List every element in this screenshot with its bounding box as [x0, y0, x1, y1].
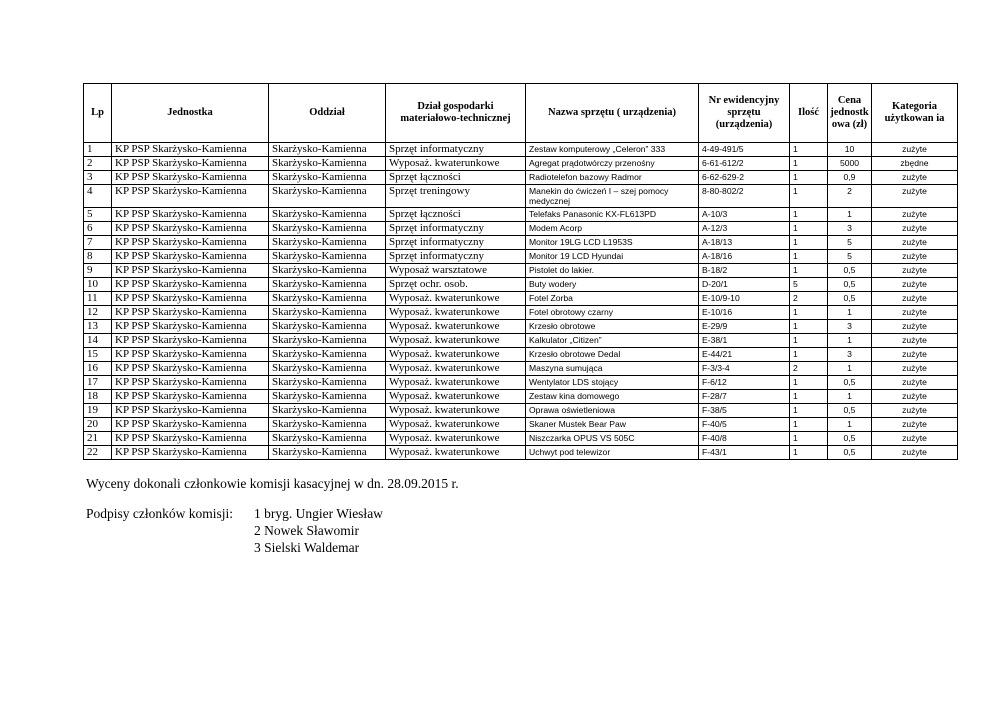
cell-ilosc: 1	[790, 348, 828, 362]
cell-oddzial: Skarżysko-Kamienna	[269, 334, 386, 348]
cell-kategoria: zużyte	[872, 264, 958, 278]
cell-lp: 3	[84, 171, 112, 185]
cell-ilosc: 1	[790, 446, 828, 460]
cell-lp: 9	[84, 264, 112, 278]
cell-nazwa-sprzetu: Krzesło obrotowe	[526, 320, 699, 334]
cell-dzial: Wyposaż warsztatowe	[386, 264, 526, 278]
cell-nr-ewidencyjny: A-18/13	[699, 236, 790, 250]
cell-nazwa-sprzetu: Zestaw komputerowy „Celeron” 333	[526, 143, 699, 157]
cell-oddzial: Skarżysko-Kamienna	[269, 432, 386, 446]
cell-lp: 8	[84, 250, 112, 264]
cell-lp: 18	[84, 390, 112, 404]
cell-jednostka: KP PSP Skarżysko-Kamienna	[112, 446, 269, 460]
cell-jednostka: KP PSP Skarżysko-Kamienna	[112, 222, 269, 236]
cell-nazwa-sprzetu: Radiotelefon bazowy Radmor	[526, 171, 699, 185]
equipment-table	[83, 83, 958, 460]
table-row	[84, 348, 958, 362]
cell-jednostka: KP PSP Skarżysko-Kamienna	[112, 432, 269, 446]
cell-oddzial: Skarżysko-Kamienna	[269, 171, 386, 185]
cell-nazwa-sprzetu: Buty wodery	[526, 278, 699, 292]
cell-nazwa-sprzetu: Niszczarka OPUS VS 505C	[526, 432, 699, 446]
valuation-note: Wyceny dokonali członkowie komisji kasacyjnej w dn. 28.09.2015 r.	[86, 476, 459, 491]
cell-lp: 14	[84, 334, 112, 348]
table-row	[84, 292, 958, 306]
cell-jednostka: KP PSP Skarżysko-Kamienna	[112, 143, 269, 157]
cell-ilosc: 1	[790, 208, 828, 222]
table-row	[84, 143, 958, 157]
cell-cena: 0,5	[828, 292, 872, 306]
cell-ilosc: 1	[790, 334, 828, 348]
cell-nr-ewidencyjny: 6-62-629-2	[699, 171, 790, 185]
signature-3: 3 Sielski Waldemar	[254, 540, 360, 555]
cell-lp: 21	[84, 432, 112, 446]
cell-nr-ewidencyjny: F-43/1	[699, 446, 790, 460]
cell-jednostka: KP PSP Skarżysko-Kamienna	[112, 348, 269, 362]
cell-nazwa-sprzetu: Maszyna sumująca	[526, 362, 699, 376]
cell-ilosc: 1	[790, 171, 828, 185]
cell-kategoria: zużyte	[872, 320, 958, 334]
cell-nr-ewidencyjny: F-28/7	[699, 390, 790, 404]
cell-oddzial: Skarżysko-Kamienna	[269, 348, 386, 362]
cell-cena: 1	[828, 362, 872, 376]
cell-nazwa-sprzetu: Wentylator LDS stojący	[526, 376, 699, 390]
table-row	[84, 446, 958, 460]
table-row	[84, 362, 958, 376]
cell-jednostka: KP PSP Skarżysko-Kamienna	[112, 208, 269, 222]
signatures-block	[86, 505, 383, 556]
cell-lp: 2	[84, 157, 112, 171]
cell-ilosc: 1	[790, 250, 828, 264]
cell-nr-ewidencyjny: 8-80-802/2	[699, 185, 790, 208]
cell-nazwa-sprzetu: Skaner Mustek Bear Paw	[526, 418, 699, 432]
cell-jednostka: KP PSP Skarżysko-Kamienna	[112, 264, 269, 278]
cell-nr-ewidencyjny: F-40/8	[699, 432, 790, 446]
cell-lp: 5	[84, 208, 112, 222]
cell-dzial: Sprzęt łączności	[386, 208, 526, 222]
table-row	[84, 236, 958, 250]
cell-nr-ewidencyjny: D-20/1	[699, 278, 790, 292]
cell-kategoria: zużyte	[872, 404, 958, 418]
cell-lp: 11	[84, 292, 112, 306]
cell-dzial: Wyposaż. kwaterunkowe	[386, 446, 526, 460]
cell-jednostka: KP PSP Skarżysko-Kamienna	[112, 376, 269, 390]
cell-ilosc: 1	[790, 264, 828, 278]
cell-ilosc: 2	[790, 292, 828, 306]
cell-nr-ewidencyjny: E-38/1	[699, 334, 790, 348]
cell-jednostka: KP PSP Skarżysko-Kamienna	[112, 334, 269, 348]
cell-oddzial: Skarżysko-Kamienna	[269, 320, 386, 334]
cell-cena: 10	[828, 143, 872, 157]
cell-nazwa-sprzetu: Pistolet do lakier.	[526, 264, 699, 278]
cell-ilosc: 1	[790, 432, 828, 446]
cell-cena: 1	[828, 306, 872, 320]
cell-oddzial: Skarżysko-Kamienna	[269, 292, 386, 306]
cell-dzial: Wyposaż. kwaterunkowe	[386, 348, 526, 362]
table-row	[84, 171, 958, 185]
cell-nr-ewidencyjny: A-18/16	[699, 250, 790, 264]
cell-ilosc: 1	[790, 157, 828, 171]
cell-cena: 1	[828, 208, 872, 222]
cell-oddzial: Skarżysko-Kamienna	[269, 157, 386, 171]
cell-cena: 0,5	[828, 432, 872, 446]
cell-dzial: Wyposaż. kwaterunkowe	[386, 376, 526, 390]
cell-jednostka: KP PSP Skarżysko-Kamienna	[112, 390, 269, 404]
cell-dzial: Wyposaż. kwaterunkowe	[386, 157, 526, 171]
cell-cena: 5	[828, 250, 872, 264]
cell-nazwa-sprzetu: Telefaks Panasonic KX-FL613PD	[526, 208, 699, 222]
table-row	[84, 306, 958, 320]
cell-jednostka: KP PSP Skarżysko-Kamienna	[112, 292, 269, 306]
cell-nr-ewidencyjny: F-40/5	[699, 418, 790, 432]
cell-kategoria: zużyte	[872, 236, 958, 250]
cell-lp: 17	[84, 376, 112, 390]
cell-kategoria: zużyte	[872, 171, 958, 185]
cell-oddzial: Skarżysko-Kamienna	[269, 306, 386, 320]
table-row	[84, 222, 958, 236]
cell-nazwa-sprzetu: Uchwyt pod telewizor	[526, 446, 699, 460]
table-row	[84, 185, 958, 208]
cell-ilosc: 1	[790, 236, 828, 250]
cell-dzial: Wyposaż. kwaterunkowe	[386, 404, 526, 418]
cell-jednostka: KP PSP Skarżysko-Kamienna	[112, 250, 269, 264]
cell-nr-ewidencyjny: E-10/16	[699, 306, 790, 320]
cell-jednostka: KP PSP Skarżysko-Kamienna	[112, 278, 269, 292]
cell-nr-ewidencyjny: 6-61-612/2	[699, 157, 790, 171]
cell-nazwa-sprzetu: Manekin do ćwiczeń I – szej pomocy medycznej	[526, 185, 699, 208]
table-row	[84, 334, 958, 348]
cell-cena: 5	[828, 236, 872, 250]
cell-nr-ewidencyjny: 4-49-491/5	[699, 143, 790, 157]
cell-ilosc: 1	[790, 404, 828, 418]
cell-cena: 3	[828, 320, 872, 334]
header-cena: Cena jednostk owa (zł)	[828, 84, 872, 143]
cell-dzial: Wyposaż. kwaterunkowe	[386, 306, 526, 320]
cell-oddzial: Skarżysko-Kamienna	[269, 208, 386, 222]
cell-nazwa-sprzetu: Krzesło obrotowe Dedal	[526, 348, 699, 362]
table-row	[84, 208, 958, 222]
cell-lp: 13	[84, 320, 112, 334]
cell-lp: 22	[84, 446, 112, 460]
cell-nazwa-sprzetu: Kalkulator „Citizen”	[526, 334, 699, 348]
cell-cena: 0,5	[828, 446, 872, 460]
cell-ilosc: 1	[790, 222, 828, 236]
header-oddzial: Oddział	[269, 84, 386, 143]
cell-oddzial: Skarżysko-Kamienna	[269, 222, 386, 236]
cell-nr-ewidencyjny: E-44/21	[699, 348, 790, 362]
table-row	[84, 250, 958, 264]
cell-ilosc: 1	[790, 376, 828, 390]
cell-cena: 1	[828, 418, 872, 432]
table-row	[84, 432, 958, 446]
cell-nazwa-sprzetu: Modem Acorp	[526, 222, 699, 236]
cell-dzial: Wyposaż. kwaterunkowe	[386, 390, 526, 404]
cell-kategoria: zużyte	[872, 348, 958, 362]
cell-kategoria: zużyte	[872, 334, 958, 348]
cell-nr-ewidencyjny: F-38/5	[699, 404, 790, 418]
cell-jednostka: KP PSP Skarżysko-Kamienna	[112, 320, 269, 334]
cell-lp: 7	[84, 236, 112, 250]
cell-dzial: Sprzęt informatyczny	[386, 236, 526, 250]
cell-cena: 5000	[828, 157, 872, 171]
cell-ilosc: 1	[790, 143, 828, 157]
cell-oddzial: Skarżysko-Kamienna	[269, 362, 386, 376]
cell-lp: 1	[84, 143, 112, 157]
cell-kategoria: zużyte	[872, 185, 958, 208]
cell-cena: 0,5	[828, 376, 872, 390]
cell-nazwa-sprzetu: Fotel Zorba	[526, 292, 699, 306]
cell-nr-ewidencyjny: E-10/9-10	[699, 292, 790, 306]
signatures-label: Podpisy członków komisji:	[86, 506, 234, 521]
cell-dzial: Wyposaż. kwaterunkowe	[386, 362, 526, 376]
cell-kategoria: zużyte	[872, 432, 958, 446]
cell-lp: 20	[84, 418, 112, 432]
header-nazwa-sprzetu: Nazwa sprzętu ( urządzenia)	[526, 84, 699, 143]
table-body	[84, 143, 958, 460]
cell-kategoria: zużyte	[872, 292, 958, 306]
cell-kategoria: zużyte	[872, 250, 958, 264]
signature-2: 2 Nowek Sławomir	[254, 523, 359, 538]
cell-ilosc: 1	[790, 320, 828, 334]
cell-lp: 4	[84, 185, 112, 208]
header-kategoria: Kategoria użytkowan ia	[872, 84, 958, 143]
cell-dzial: Wyposaż. kwaterunkowe	[386, 334, 526, 348]
cell-dzial: Sprzęt ochr. osob.	[386, 278, 526, 292]
cell-ilosc: 1	[790, 390, 828, 404]
cell-nazwa-sprzetu: Agregat prądotwórczy przenośny	[526, 157, 699, 171]
header-dzial: Dział gospodarki materiałowo-technicznej	[386, 84, 526, 143]
cell-kategoria: zużyte	[872, 362, 958, 376]
cell-cena: 3	[828, 222, 872, 236]
signature-1: 1 bryg. Ungier Wiesław	[254, 506, 383, 521]
cell-cena: 0,5	[828, 404, 872, 418]
cell-jednostka: KP PSP Skarżysko-Kamienna	[112, 362, 269, 376]
cell-kategoria: zużyte	[872, 376, 958, 390]
table-row	[84, 278, 958, 292]
cell-dzial: Sprzęt łączności	[386, 171, 526, 185]
cell-nr-ewidencyjny: A-12/3	[699, 222, 790, 236]
cell-ilosc: 2	[790, 362, 828, 376]
cell-jednostka: KP PSP Skarżysko-Kamienna	[112, 404, 269, 418]
cell-lp: 10	[84, 278, 112, 292]
table-row	[84, 390, 958, 404]
header-ilosc: Ilość	[790, 84, 828, 143]
cell-kategoria: zużyte	[872, 222, 958, 236]
cell-cena: 0,5	[828, 278, 872, 292]
cell-cena: 3	[828, 348, 872, 362]
cell-cena: 1	[828, 390, 872, 404]
cell-jednostka: KP PSP Skarżysko-Kamienna	[112, 185, 269, 208]
cell-oddzial: Skarżysko-Kamienna	[269, 446, 386, 460]
header-nr-ewidencyjny: Nr ewidencyjny sprzętu (urządzenia)	[699, 84, 790, 143]
cell-jednostka: KP PSP Skarżysko-Kamienna	[112, 171, 269, 185]
cell-oddzial: Skarżysko-Kamienna	[269, 278, 386, 292]
cell-oddzial: Skarżysko-Kamienna	[269, 418, 386, 432]
cell-cena: 1	[828, 334, 872, 348]
cell-dzial: Wyposaż. kwaterunkowe	[386, 432, 526, 446]
cell-kategoria: zużyte	[872, 278, 958, 292]
cell-nazwa-sprzetu: Monitor 19LG LCD L1953S	[526, 236, 699, 250]
cell-dzial: Wyposaż. kwaterunkowe	[386, 292, 526, 306]
cell-oddzial: Skarżysko-Kamienna	[269, 236, 386, 250]
cell-cena: 2	[828, 185, 872, 208]
cell-oddzial: Skarżysko-Kamienna	[269, 390, 386, 404]
cell-dzial: Wyposaż. kwaterunkowe	[386, 320, 526, 334]
cell-oddzial: Skarżysko-Kamienna	[269, 250, 386, 264]
cell-dzial: Wyposaż. kwaterunkowe	[386, 418, 526, 432]
header-lp: Lp	[84, 84, 112, 143]
cell-ilosc: 1	[790, 418, 828, 432]
cell-kategoria: zużyte	[872, 418, 958, 432]
cell-nr-ewidencyjny: E-29/9	[699, 320, 790, 334]
cell-ilosc: 1	[790, 306, 828, 320]
cell-nr-ewidencyjny: A-10/3	[699, 208, 790, 222]
cell-kategoria: zużyte	[872, 446, 958, 460]
cell-kategoria: zużyte	[872, 208, 958, 222]
cell-nazwa-sprzetu: Fotel obrotowy czarny	[526, 306, 699, 320]
cell-jednostka: KP PSP Skarżysko-Kamienna	[112, 306, 269, 320]
cell-oddzial: Skarżysko-Kamienna	[269, 376, 386, 390]
cell-jednostka: KP PSP Skarżysko-Kamienna	[112, 418, 269, 432]
cell-oddzial: Skarżysko-Kamienna	[269, 143, 386, 157]
cell-nazwa-sprzetu: Oprawa oświetleniowa	[526, 404, 699, 418]
cell-nr-ewidencyjny: F-6/12	[699, 376, 790, 390]
table-row	[84, 418, 958, 432]
cell-nr-ewidencyjny: F-3/3-4	[699, 362, 790, 376]
table-row	[84, 376, 958, 390]
cell-lp: 16	[84, 362, 112, 376]
cell-kategoria: zbędne	[872, 157, 958, 171]
cell-lp: 15	[84, 348, 112, 362]
cell-nazwa-sprzetu: Monitor 19 LCD Hyundai	[526, 250, 699, 264]
cell-lp: 12	[84, 306, 112, 320]
cell-dzial: Sprzęt informatyczny	[386, 250, 526, 264]
table-row	[84, 264, 958, 278]
header-jednostka: Jednostka	[112, 84, 269, 143]
cell-dzial: Sprzęt informatyczny	[386, 222, 526, 236]
cell-nr-ewidencyjny: B-18/2	[699, 264, 790, 278]
cell-ilosc: 1	[790, 185, 828, 208]
cell-jednostka: KP PSP Skarżysko-Kamienna	[112, 236, 269, 250]
cell-cena: 0,5	[828, 264, 872, 278]
cell-ilosc: 5	[790, 278, 828, 292]
table-row	[84, 157, 958, 171]
cell-nazwa-sprzetu: Zestaw kina domowego	[526, 390, 699, 404]
table-header-row	[84, 84, 958, 143]
cell-kategoria: zużyte	[872, 306, 958, 320]
table-row	[84, 320, 958, 334]
cell-cena: 0,9	[828, 171, 872, 185]
cell-oddzial: Skarżysko-Kamienna	[269, 264, 386, 278]
table-row	[84, 404, 958, 418]
cell-oddzial: Skarżysko-Kamienna	[269, 404, 386, 418]
cell-kategoria: zużyte	[872, 390, 958, 404]
signatures-list	[254, 505, 383, 556]
cell-jednostka: KP PSP Skarżysko-Kamienna	[112, 157, 269, 171]
cell-dzial: Sprzęt treningowy	[386, 185, 526, 208]
cell-lp: 19	[84, 404, 112, 418]
cell-kategoria: zużyte	[872, 143, 958, 157]
cell-lp: 6	[84, 222, 112, 236]
cell-dzial: Sprzęt informatyczny	[386, 143, 526, 157]
cell-oddzial: Skarżysko-Kamienna	[269, 185, 386, 208]
